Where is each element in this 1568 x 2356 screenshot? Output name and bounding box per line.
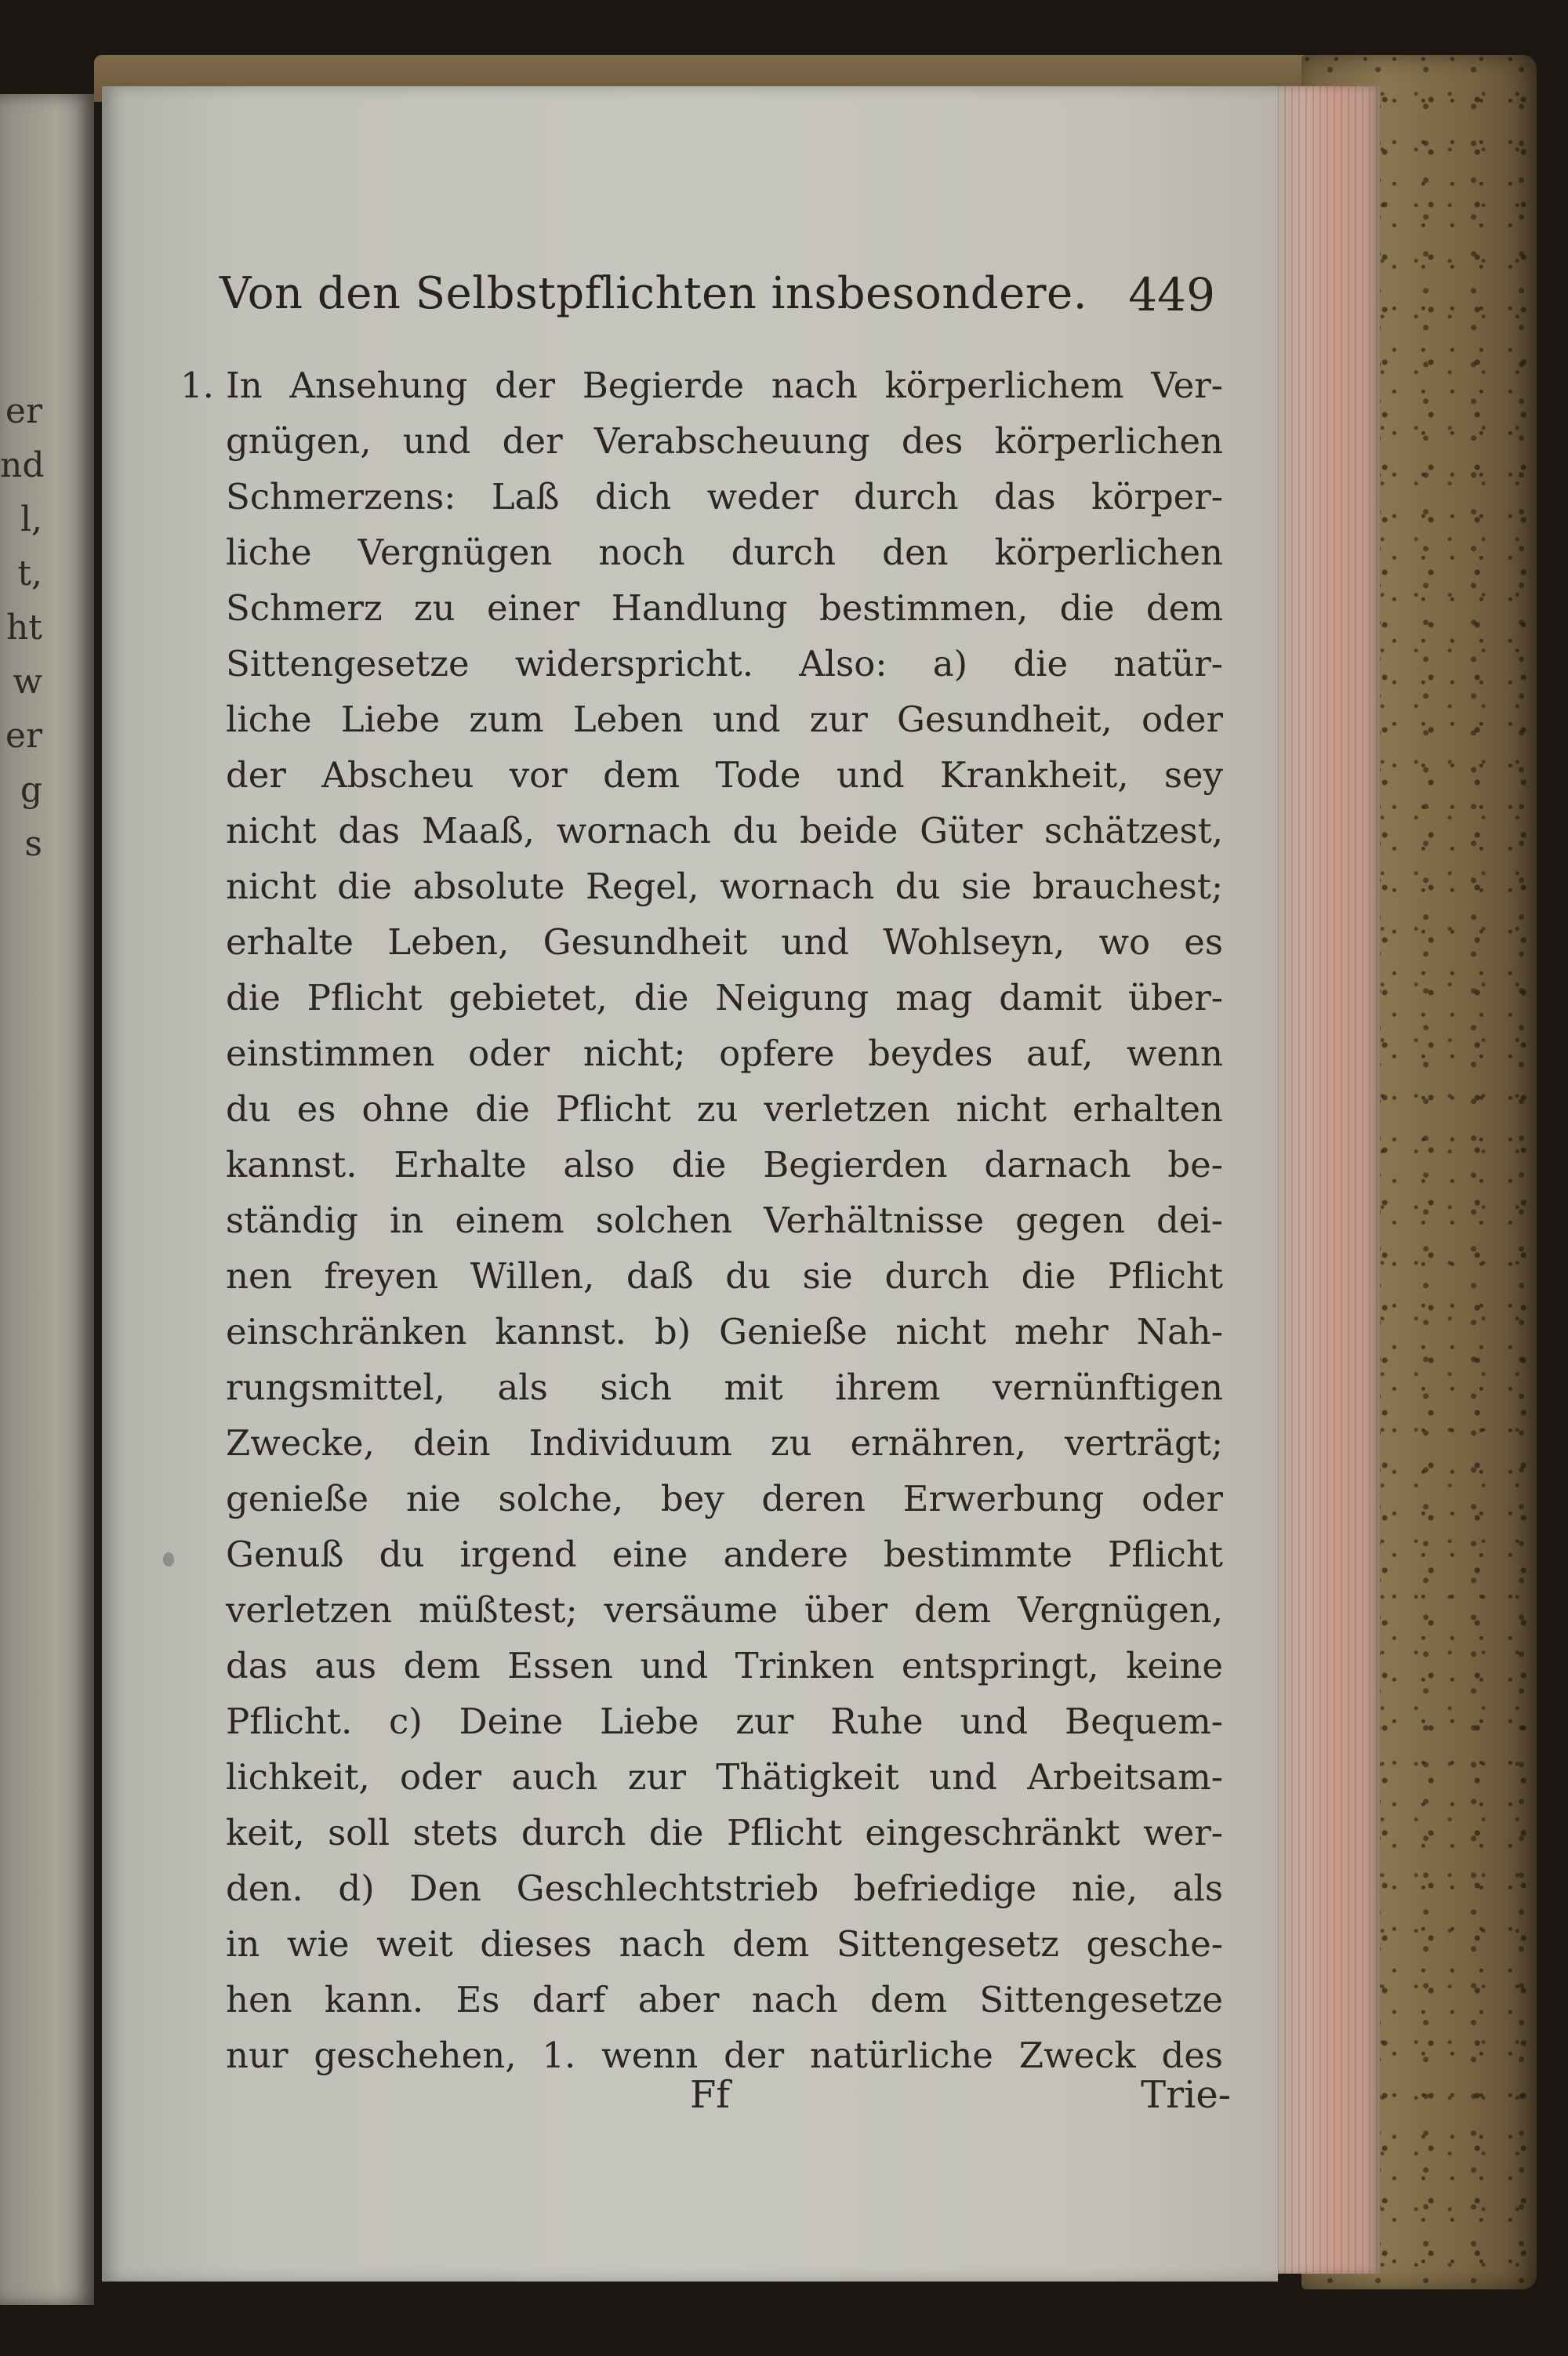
- text-line: den. d) Den Geschlechtstrieb befriedige nie, als: [226, 1868, 1223, 1909]
- page-footer: [220, 2073, 1231, 2128]
- book-page: [102, 86, 1278, 2282]
- text-line: nicht die absolute Regel, wornach du sie brauchest;: [226, 866, 1223, 907]
- left-fragment: t,: [17, 554, 42, 594]
- text-line: genieße nie solche, bey deren Erwerbung oder: [226, 1478, 1223, 1519]
- text-line: nen freyen Willen, daß du sie durch die Pflicht: [226, 1255, 1223, 1297]
- text-line: hen kann. Es darf aber nach dem Sittengesetze: [226, 1979, 1223, 2020]
- ink-smudge: [163, 1552, 174, 1566]
- text-line: gnügen, und der Verabscheuung des körperlichen: [226, 420, 1223, 462]
- text-line: einstimmen oder nicht; opfere beydes auf, wenn: [226, 1033, 1223, 1074]
- text-line: Genuß du irgend eine andere bestimmte Pflicht: [226, 1534, 1223, 1575]
- left-fragment: er: [5, 391, 42, 431]
- text-line: das aus dem Essen und Trinken entspringt, keine: [226, 1645, 1223, 1686]
- text-line: erhalte Leben, Gesundheit und Wohlseyn, wo es: [226, 921, 1223, 963]
- left-fragment: ht: [5, 608, 42, 648]
- left-page-fragments: [0, 384, 47, 871]
- page-edge-lines: [1270, 86, 1380, 2274]
- text-line: ständig in einem solchen Verhältnisse gegen dei-: [226, 1200, 1223, 1241]
- text-line: in wie weit dieses nach dem Sittengesetz gesche-: [226, 1923, 1223, 1965]
- text-line: Zwecke, dein Individuum zu ernähren, verträgt;: [226, 1422, 1223, 1464]
- page-header: [220, 268, 1215, 339]
- text-line: Sittengesetze widerspricht. Also: a) die natür-: [226, 643, 1223, 684]
- text-line: Pflicht. c) Deine Liebe zur Ruhe und Bequem-: [226, 1701, 1223, 1742]
- left-fragment: er: [5, 716, 42, 756]
- left-fragment: nd: [0, 445, 45, 485]
- text-line: du es ohne die Pflicht zu verletzen nicht erhalten: [226, 1088, 1223, 1130]
- text-line: einschränken kannst. b) Genieße nicht mehr Nah-: [226, 1311, 1223, 1352]
- left-page-gutter: [0, 94, 94, 2305]
- left-fragment: w: [13, 662, 42, 702]
- text-line: Schmerz zu einer Handlung bestimmen, die dem: [226, 587, 1223, 629]
- page-edges: [1270, 86, 1380, 2274]
- text-line: [180, 358, 1223, 413]
- paragraph-marker: 1.: [180, 365, 214, 406]
- text-line-content: In Ansehung der Begierde nach körperlichem Ver-: [226, 365, 1223, 406]
- text-line: die Pflicht gebietet, die Neigung mag damit über-: [226, 977, 1223, 1018]
- text-line: verletzen müßtest; versäume über dem Vergnügen,: [226, 1589, 1223, 1631]
- text-line: keit, soll stets durch die Pflicht eingeschränkt wer-: [226, 1812, 1223, 1853]
- text-line: nicht das Maaß, wornach du beide Güter schätzest,: [226, 810, 1223, 851]
- body-text: [180, 358, 1223, 2083]
- left-fragment: s: [24, 824, 42, 864]
- page-number: 449: [1128, 268, 1215, 321]
- left-fragment: g: [20, 770, 42, 810]
- text-line: liche Vergnügen noch durch den körperlichen: [226, 532, 1223, 573]
- left-fragment: l,: [20, 499, 42, 539]
- signature-mark: Ff: [690, 2073, 731, 2117]
- text-line: lichkeit, oder auch zur Thätigkeit und Arbeitsam-: [226, 1756, 1223, 1798]
- text-line: der Abscheu vor dem Tode und Krankheit, sey: [226, 754, 1223, 796]
- text-line: rungsmittel, als sich mit ihrem vernünftigen: [226, 1367, 1223, 1408]
- text-line: liche Liebe zum Leben und zur Gesundheit, oder: [226, 699, 1223, 740]
- text-line: Schmerzens: Laß dich weder durch das körper-: [226, 476, 1223, 517]
- text-line: kannst. Erhalte also die Begierden darnach be-: [226, 1144, 1223, 1185]
- text-line: nur geschehen, 1. wenn der natürliche Zweck des: [226, 2035, 1223, 2076]
- catchword: Trie-: [1141, 2073, 1231, 2117]
- running-title: Von den Selbstpflichten insbesondere.: [220, 268, 1087, 319]
